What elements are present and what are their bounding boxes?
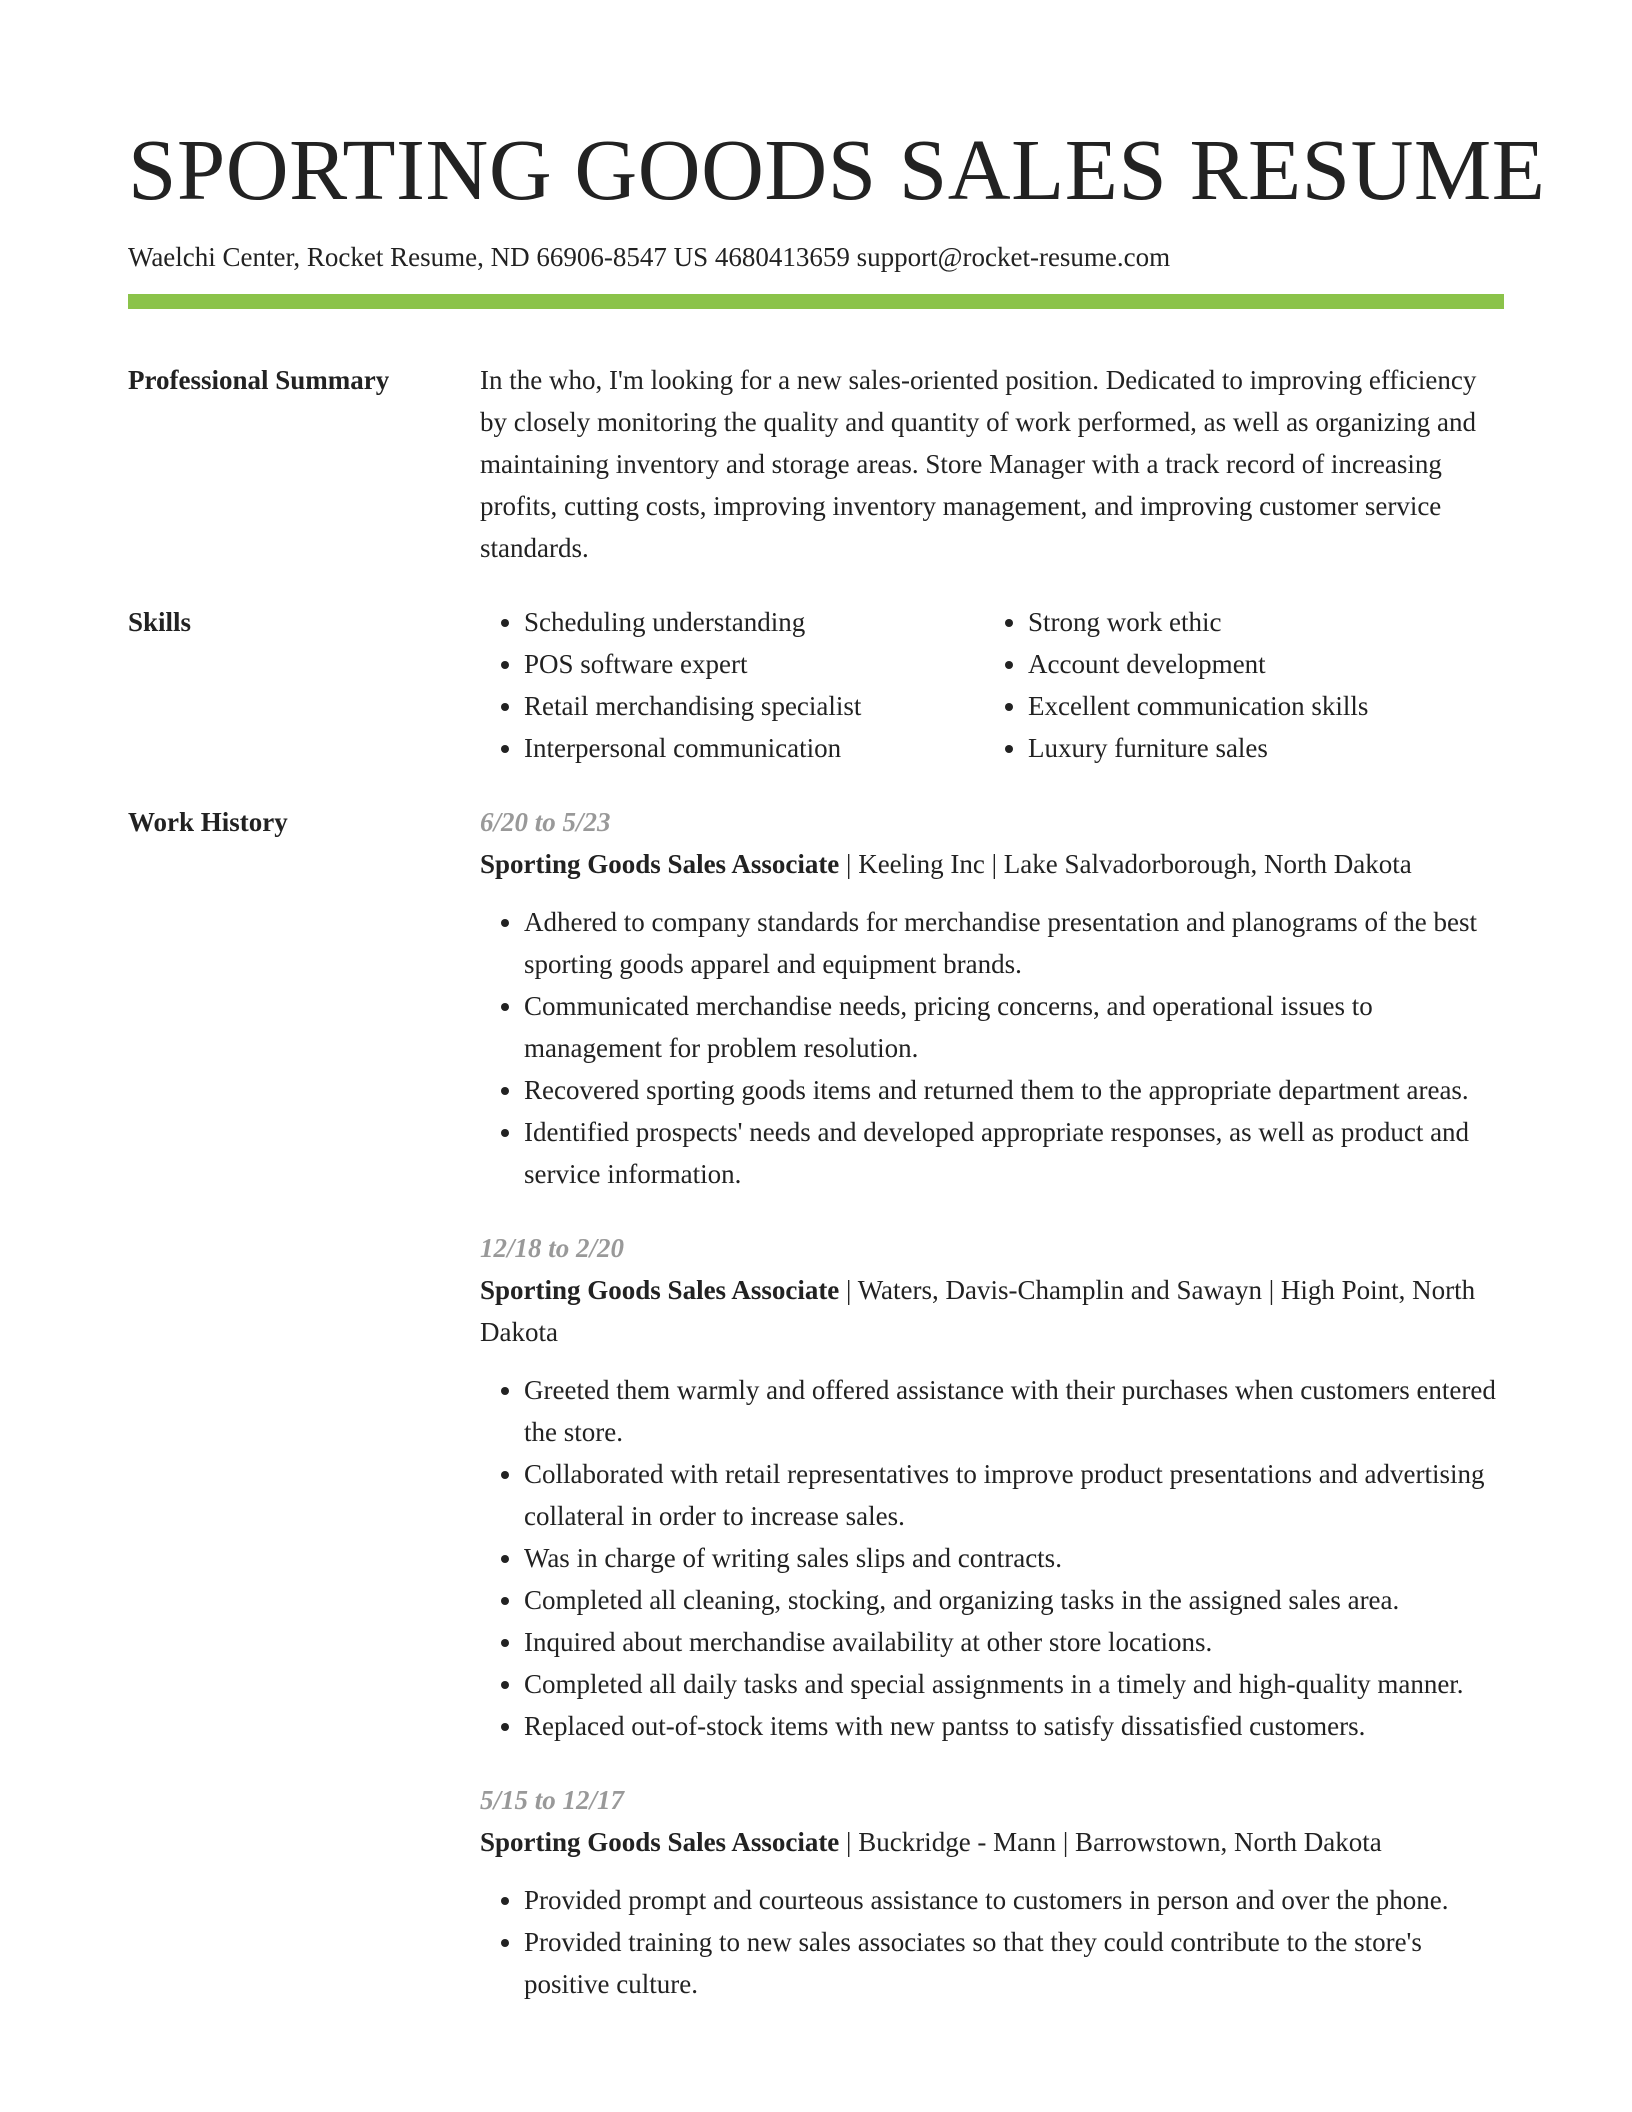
skills-grid bbox=[480, 601, 1504, 769]
header-divider bbox=[128, 294, 1504, 309]
job-dates: 5/15 to 12/17 bbox=[480, 1785, 625, 1815]
job-entry bbox=[480, 1779, 1504, 2005]
skill-item: • Luxury furniture sales bbox=[1028, 727, 1488, 769]
job-bullet: • Provided prompt and courteous assistance to customers in person and over the phone. bbox=[524, 1879, 1504, 1921]
job-details: | Keeling Inc | Lake Salvadorborough, North Dakota bbox=[839, 849, 1412, 879]
job-details: | Waters, Davis-Champlin and Sawayn | High Point, North Dakota bbox=[480, 1275, 1476, 1347]
job-bullet: • Completed all daily tasks and special assignments in a timely and high-quality manner. bbox=[524, 1663, 1504, 1705]
skills-body bbox=[480, 601, 1504, 769]
skill-item: • Account development bbox=[1028, 643, 1488, 685]
job-bullet: • Communicated merchandise needs, pricing concerns, and operational issues to management for problem resolution. bbox=[524, 985, 1504, 1069]
skill-item: • Retail merchandising specialist bbox=[524, 685, 984, 727]
job-title: Sporting Goods Sales Associate bbox=[480, 1827, 840, 1857]
job-bullet: • Recovered sporting goods items and returned them to the appropriate department areas. bbox=[524, 1069, 1504, 1111]
summary-section bbox=[128, 359, 1504, 569]
job-bullet: • Collaborated with retail representatives to improve product presentations and advertising collateral in order to increase sales. bbox=[524, 1453, 1504, 1537]
job-bullets bbox=[480, 1879, 1504, 2005]
section-label-work-history: Work History bbox=[128, 807, 288, 837]
job-heading bbox=[480, 1821, 1504, 1863]
skills-column-1 bbox=[480, 601, 984, 769]
job-bullet: • Greeted them warmly and offered assistance with their purchases when customers entered the store. bbox=[524, 1369, 1504, 1453]
skill-item: • Excellent communication skills bbox=[1028, 685, 1488, 727]
job-heading bbox=[480, 843, 1504, 885]
job-heading bbox=[480, 1269, 1504, 1353]
skills-section bbox=[128, 601, 1504, 769]
job-entry bbox=[480, 801, 1504, 1195]
skill-item: • POS software expert bbox=[524, 643, 984, 685]
resume-title: SPORTING GOODS SALES RESUME bbox=[128, 121, 1546, 218]
job-title: Sporting Goods Sales Associate bbox=[480, 1275, 840, 1305]
job-dates: 6/20 to 5/23 bbox=[480, 807, 611, 837]
section-label-summary: Professional Summary bbox=[128, 365, 390, 395]
job-entry bbox=[480, 1227, 1504, 1747]
job-title: Sporting Goods Sales Associate bbox=[480, 849, 840, 879]
skill-item: • Interpersonal communication bbox=[524, 727, 984, 769]
job-details: | Buckridge - Mann | Barrowstown, North Dakota bbox=[839, 1827, 1382, 1857]
job-bullet: • Identified prospects' needs and developed appropriate responses, as well as product and service information. bbox=[524, 1111, 1504, 1195]
skill-item: • Scheduling understanding bbox=[524, 601, 984, 643]
job-bullet: • Adhered to company standards for merchandise presentation and planograms of the best sporting goods apparel and equipment brands. bbox=[524, 901, 1504, 985]
job-bullets bbox=[480, 901, 1504, 1195]
resume-page bbox=[128, 0, 1546, 2037]
work-history-body bbox=[480, 801, 1504, 2037]
job-bullet: • Inquired about merchandise availability at other store locations. bbox=[524, 1621, 1504, 1663]
job-bullet: • Was in charge of writing sales slips and contracts. bbox=[524, 1537, 1504, 1579]
job-bullet: • Provided training to new sales associates so that they could contribute to the store's positive culture. bbox=[524, 1921, 1504, 2005]
skill-item: • Strong work ethic bbox=[1028, 601, 1488, 643]
summary-text: In the who, I'm looking for a new sales-oriented position. Dedicated to improving efficiency by closely monitoring the quality and quantity of work performed, as well as organizing and maintaining inventory and storage areas. Store Manager with a track record of increasing profits, cutting costs, improving inventory management, and improving customer service standards. bbox=[480, 365, 1477, 563]
contact-line: Waelchi Center, Rocket Resume, ND 66906-8547 US 4680413659 support@rocket-resume.com bbox=[128, 242, 1171, 272]
job-dates: 12/18 to 2/20 bbox=[480, 1233, 625, 1263]
skills-column-2 bbox=[984, 601, 1488, 769]
section-label-skills: Skills bbox=[128, 607, 192, 637]
job-bullet: • Completed all cleaning, stocking, and organizing tasks in the assigned sales area. bbox=[524, 1579, 1504, 1621]
job-bullets bbox=[480, 1369, 1504, 1747]
job-bullet: • Replaced out-of-stock items with new pantss to satisfy dissatisfied customers. bbox=[524, 1705, 1504, 1747]
work-history-section bbox=[128, 801, 1504, 2037]
